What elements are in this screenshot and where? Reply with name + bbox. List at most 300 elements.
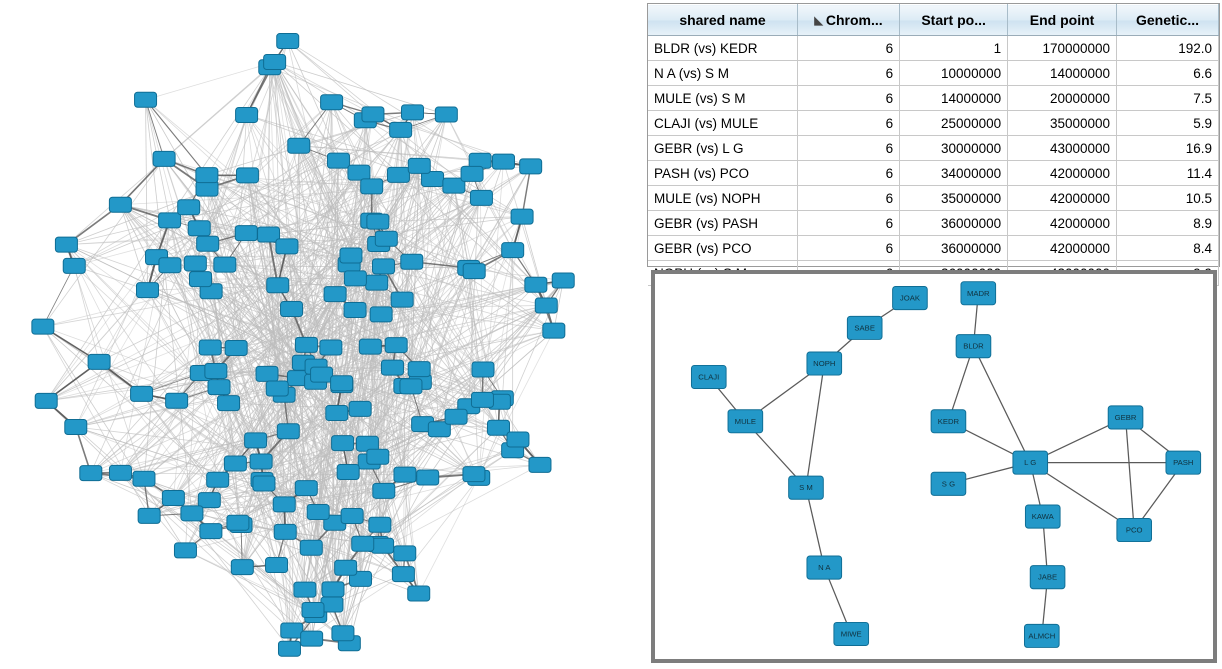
network-node-shape[interactable] (344, 302, 366, 317)
network-node-shape[interactable] (492, 154, 514, 169)
table-row[interactable] (648, 236, 1219, 261)
network-node-shape[interactable] (236, 107, 258, 122)
network-node-shape[interactable] (348, 165, 370, 180)
edge-table-panel[interactable] (647, 3, 1220, 267)
table-row[interactable] (648, 111, 1219, 136)
network-node[interactable] (367, 214, 389, 229)
network-node[interactable] (349, 401, 371, 416)
network-node-shape[interactable] (366, 275, 388, 290)
network-node-shape[interactable] (511, 209, 533, 224)
network-node-shape[interactable] (184, 256, 206, 271)
network-node[interactable] (205, 363, 227, 378)
network-node[interactable] (133, 471, 155, 486)
network-node-shape[interactable] (327, 153, 349, 168)
network-node-shape[interactable] (218, 396, 240, 411)
network-node[interactable] (369, 517, 391, 532)
filtered-network-node[interactable] (728, 410, 763, 433)
network-node[interactable] (372, 538, 394, 553)
network-node-shape[interactable] (331, 376, 353, 391)
network-node-shape[interactable] (394, 546, 416, 561)
network-node-shape[interactable] (362, 107, 384, 122)
network-node-shape[interactable] (375, 231, 397, 246)
network-node[interactable] (288, 138, 310, 153)
network-node[interactable] (159, 213, 181, 228)
network-node-shape[interactable] (535, 298, 557, 313)
network-node-shape[interactable] (65, 419, 87, 434)
network-node-shape[interactable] (445, 409, 467, 424)
network-node[interactable] (200, 524, 222, 539)
table-row[interactable] (648, 36, 1219, 61)
network-node-shape[interactable] (138, 508, 160, 523)
network-node[interactable] (392, 567, 414, 582)
network-node[interactable] (332, 626, 354, 641)
network-node-shape[interactable] (408, 586, 430, 601)
network-node[interactable] (166, 393, 188, 408)
network-node-shape[interactable] (461, 166, 483, 181)
network-node[interactable] (278, 641, 300, 656)
network-node[interactable] (463, 467, 485, 482)
network-node-shape[interactable] (266, 381, 288, 396)
network-node-shape[interactable] (367, 449, 389, 464)
filtered-network-canvas[interactable] (655, 274, 1213, 659)
network-node[interactable] (224, 456, 246, 471)
filtered-network-node[interactable] (956, 335, 991, 358)
network-node-shape[interactable] (214, 257, 236, 272)
network-node-shape[interactable] (281, 301, 303, 316)
network-node[interactable] (276, 239, 298, 254)
network-node-shape[interactable] (200, 524, 222, 539)
filtered-network-panel[interactable] (651, 270, 1217, 663)
network-node[interactable] (295, 337, 317, 352)
network-node[interactable] (253, 476, 275, 491)
network-node-shape[interactable] (401, 254, 423, 269)
table-row[interactable] (648, 86, 1219, 111)
column-header-chromosome[interactable] (798, 5, 900, 36)
network-node-shape[interactable] (344, 271, 366, 286)
network-node-shape[interactable] (207, 472, 229, 487)
network-node[interactable] (470, 190, 492, 205)
network-node[interactable] (295, 481, 317, 496)
network-node[interactable] (196, 181, 218, 196)
network-node-shape[interactable] (196, 181, 218, 196)
network-node[interactable] (159, 258, 181, 273)
network-node[interactable] (196, 168, 218, 183)
network-node-shape[interactable] (361, 179, 383, 194)
network-node-shape[interactable] (372, 538, 394, 553)
network-node[interactable] (138, 508, 160, 523)
filtered-network-nodes[interactable] (691, 282, 1200, 648)
network-node[interactable] (281, 301, 303, 316)
network-node-shape[interactable] (352, 536, 374, 551)
network-node[interactable] (225, 340, 247, 355)
filtered-network-node[interactable] (1108, 406, 1143, 429)
network-node[interactable] (264, 54, 286, 69)
network-node[interactable] (394, 467, 416, 482)
network-node-shape[interactable] (324, 287, 346, 302)
network-node-shape[interactable] (408, 158, 430, 173)
network-node-shape[interactable] (335, 560, 357, 575)
network-node-shape[interactable] (337, 464, 359, 479)
network-node[interactable] (188, 221, 210, 236)
network-node-shape[interactable] (109, 197, 131, 212)
network-node[interactable] (525, 277, 547, 292)
network-node-shape[interactable] (189, 272, 211, 287)
network-node-shape[interactable] (166, 393, 188, 408)
network-node[interactable] (245, 433, 267, 448)
network-node[interactable] (417, 470, 439, 485)
network-node[interactable] (337, 464, 359, 479)
network-node[interactable] (199, 340, 221, 355)
network-node[interactable] (511, 209, 533, 224)
network-node[interactable] (488, 420, 510, 435)
network-node-shape[interactable] (55, 237, 77, 252)
network-node-shape[interactable] (294, 582, 316, 597)
network-node[interactable] (236, 168, 258, 183)
network-node[interactable] (370, 307, 392, 322)
network-node[interactable] (311, 367, 333, 382)
network-node-shape[interactable] (394, 467, 416, 482)
network-node[interactable] (227, 515, 249, 530)
network-node-shape[interactable] (131, 386, 153, 401)
network-node[interactable] (435, 107, 457, 122)
network-node[interactable] (552, 273, 574, 288)
network-node[interactable] (208, 380, 230, 395)
network-node[interactable] (197, 236, 219, 251)
network-node[interactable] (320, 340, 342, 355)
network-node-shape[interactable] (507, 432, 529, 447)
network-node[interactable] (267, 278, 289, 293)
network-node[interactable] (492, 154, 514, 169)
network-node-shape[interactable] (236, 168, 258, 183)
network-node[interactable] (32, 319, 54, 334)
network-node[interactable] (471, 392, 493, 407)
network-node-shape[interactable] (372, 259, 394, 274)
network-node-shape[interactable] (63, 258, 85, 273)
network-node[interactable] (391, 292, 413, 307)
network-node[interactable] (322, 582, 344, 597)
network-node[interactable] (300, 540, 322, 555)
network-node[interactable] (400, 379, 422, 394)
network-node-shape[interactable] (543, 323, 565, 338)
network-node[interactable] (401, 254, 423, 269)
network-node[interactable] (207, 472, 229, 487)
network-node[interactable] (373, 483, 395, 498)
network-node[interactable] (367, 449, 389, 464)
network-node-shape[interactable] (391, 292, 413, 307)
network-node-shape[interactable] (326, 406, 348, 421)
network-node-shape[interactable] (133, 471, 155, 486)
network-node[interactable] (362, 107, 384, 122)
network-node[interactable] (335, 560, 357, 575)
network-node-shape[interactable] (197, 236, 219, 251)
network-node-shape[interactable] (277, 34, 299, 49)
network-node[interactable] (394, 546, 416, 561)
network-node-shape[interactable] (322, 582, 344, 597)
network-node[interactable] (408, 362, 430, 377)
network-node[interactable] (281, 623, 303, 638)
network-node[interactable] (321, 95, 343, 110)
network-node-shape[interactable] (208, 380, 230, 395)
network-node-shape[interactable] (520, 159, 542, 174)
filtered-network-node[interactable] (789, 476, 824, 499)
network-node-shape[interactable] (274, 524, 296, 539)
network-node-shape[interactable] (408, 362, 430, 377)
network-node-shape[interactable] (341, 509, 363, 524)
network-node[interactable] (131, 386, 153, 401)
filtered-network-node[interactable] (961, 282, 996, 305)
network-node-shape[interactable] (162, 491, 184, 506)
filtered-network-node[interactable] (1024, 624, 1059, 647)
network-node[interactable] (307, 504, 329, 519)
network-node-shape[interactable] (470, 190, 492, 205)
network-node-shape[interactable] (332, 626, 354, 641)
network-node-shape[interactable] (307, 504, 329, 519)
table-row[interactable] (648, 136, 1219, 161)
network-node-shape[interactable] (367, 214, 389, 229)
column-header-start-point[interactable]: Start po... (900, 5, 1008, 36)
network-node-shape[interactable] (370, 307, 392, 322)
network-node[interactable] (236, 107, 258, 122)
filtered-network-node[interactable] (893, 287, 928, 310)
network-node-shape[interactable] (278, 641, 300, 656)
network-node[interactable] (135, 92, 157, 107)
network-node[interactable] (277, 34, 299, 49)
table-row[interactable] (648, 211, 1219, 236)
network-node[interactable] (256, 366, 278, 381)
network-node[interactable] (472, 362, 494, 377)
network-node-shape[interactable] (373, 483, 395, 498)
network-node-shape[interactable] (390, 122, 412, 137)
network-node[interactable] (109, 465, 131, 480)
network-node-shape[interactable] (552, 273, 574, 288)
network-node-shape[interactable] (196, 168, 218, 183)
network-node-shape[interactable] (321, 95, 343, 110)
network-node-shape[interactable] (381, 360, 403, 375)
network-node-shape[interactable] (295, 337, 317, 352)
filter-icon[interactable]: ◣ (814, 15, 823, 27)
network-node-shape[interactable] (417, 470, 439, 485)
network-node-shape[interactable] (88, 354, 110, 369)
network-node[interactable] (136, 283, 158, 298)
table-body[interactable] (648, 36, 1219, 286)
network-node-shape[interactable] (387, 167, 409, 182)
network-node-shape[interactable] (349, 401, 371, 416)
network-node-shape[interactable] (320, 340, 342, 355)
network-node[interactable] (327, 153, 349, 168)
network-node-shape[interactable] (300, 540, 322, 555)
column-header-genetic[interactable]: Genetic... (1117, 5, 1219, 36)
network-node[interactable] (88, 354, 110, 369)
network-node-shape[interactable] (159, 213, 181, 228)
network-node[interactable] (80, 466, 102, 481)
network-node[interactable] (344, 271, 366, 286)
network-node-shape[interactable] (288, 138, 310, 153)
network-node-shape[interactable] (245, 433, 267, 448)
filtered-network-node[interactable] (1166, 451, 1201, 474)
network-node[interactable] (387, 167, 409, 182)
network-node[interactable] (375, 231, 397, 246)
network-node[interactable] (266, 558, 288, 573)
network-node[interactable] (301, 631, 323, 646)
column-header-end-point[interactable]: End point (1008, 5, 1117, 36)
filtered-network-node[interactable] (691, 365, 726, 388)
filtered-network-node[interactable] (1025, 505, 1060, 528)
network-node[interactable] (408, 158, 430, 173)
network-node-shape[interactable] (135, 92, 157, 107)
network-node[interactable] (402, 105, 424, 120)
network-node-shape[interactable] (80, 466, 102, 481)
network-node-shape[interactable] (385, 338, 407, 353)
network-node-shape[interactable] (109, 465, 131, 480)
network-node-shape[interactable] (181, 506, 203, 521)
network-node-shape[interactable] (281, 623, 303, 638)
network-node[interactable] (294, 582, 316, 597)
network-node-shape[interactable] (136, 283, 158, 298)
network-node[interactable] (218, 396, 240, 411)
network-node-shape[interactable] (188, 221, 210, 236)
network-node[interactable] (302, 602, 324, 617)
network-node-shape[interactable] (435, 107, 457, 122)
network-node[interactable] (326, 406, 348, 421)
network-node-shape[interactable] (224, 456, 246, 471)
network-node[interactable] (189, 272, 211, 287)
network-node[interactable] (408, 586, 430, 601)
network-node[interactable] (359, 339, 381, 354)
edge-table[interactable] (648, 4, 1219, 286)
network-node[interactable] (250, 454, 272, 469)
network-node-shape[interactable] (463, 467, 485, 482)
network-node-shape[interactable] (205, 363, 227, 378)
network-node[interactable] (352, 536, 374, 551)
network-node[interactable] (348, 165, 370, 180)
network-node[interactable] (535, 298, 557, 313)
network-node-shape[interactable] (525, 277, 547, 292)
network-node-shape[interactable] (235, 226, 257, 241)
network-node[interactable] (520, 159, 542, 174)
network-node[interactable] (390, 122, 412, 137)
network-node[interactable] (385, 338, 407, 353)
network-node[interactable] (277, 424, 299, 439)
network-node[interactable] (65, 419, 87, 434)
filtered-network-node[interactable] (807, 556, 842, 579)
network-node-shape[interactable] (340, 248, 362, 263)
network-node-shape[interactable] (359, 339, 381, 354)
network-node-shape[interactable] (463, 264, 485, 279)
column-header-shared-name[interactable]: shared name (648, 5, 798, 36)
network-node[interactable] (445, 409, 467, 424)
filtered-network-node[interactable] (1117, 518, 1152, 541)
network-node[interactable] (507, 432, 529, 447)
network-node-shape[interactable] (529, 457, 551, 472)
network-node[interactable] (529, 457, 551, 472)
network-node-shape[interactable] (400, 379, 422, 394)
filtered-network-node[interactable] (807, 352, 842, 375)
network-node-shape[interactable] (198, 493, 220, 508)
network-node-shape[interactable] (174, 543, 196, 558)
network-node[interactable] (181, 506, 203, 521)
network-node-shape[interactable] (502, 243, 524, 258)
network-node-shape[interactable] (250, 454, 272, 469)
network-node[interactable] (198, 493, 220, 508)
network-node[interactable] (324, 287, 346, 302)
network-node[interactable] (361, 179, 383, 194)
network-node-shape[interactable] (392, 567, 414, 582)
network-node[interactable] (35, 393, 57, 408)
network-node[interactable] (273, 497, 295, 512)
network-node-shape[interactable] (199, 340, 221, 355)
network-node-shape[interactable] (332, 436, 354, 451)
network-node[interactable] (463, 264, 485, 279)
network-node[interactable] (344, 302, 366, 317)
network-node-shape[interactable] (225, 340, 247, 355)
network-node[interactable] (184, 256, 206, 271)
network-node[interactable] (214, 257, 236, 272)
network-node[interactable] (174, 543, 196, 558)
filtered-network-node[interactable] (847, 316, 882, 339)
network-node-shape[interactable] (35, 393, 57, 408)
filtered-network-node[interactable] (1030, 566, 1065, 589)
network-node-shape[interactable] (178, 200, 200, 215)
network-node[interactable] (543, 323, 565, 338)
network-node[interactable] (274, 524, 296, 539)
network-node-shape[interactable] (277, 424, 299, 439)
network-node[interactable] (109, 197, 131, 212)
network-node-shape[interactable] (402, 105, 424, 120)
network-node[interactable] (153, 151, 175, 166)
network-node-shape[interactable] (227, 515, 249, 530)
network-node[interactable] (55, 237, 77, 252)
filtered-network-node[interactable] (931, 410, 966, 433)
network-node[interactable] (178, 200, 200, 215)
network-node-shape[interactable] (369, 517, 391, 532)
network-node-shape[interactable] (231, 560, 253, 575)
network-node-shape[interactable] (153, 151, 175, 166)
network-node[interactable] (340, 248, 362, 263)
filtered-network-node[interactable] (834, 622, 869, 645)
network-node-shape[interactable] (472, 362, 494, 377)
network-node-shape[interactable] (264, 54, 286, 69)
table-row[interactable] (648, 161, 1219, 186)
network-node-shape[interactable] (471, 392, 493, 407)
network-node[interactable] (366, 275, 388, 290)
network-node-shape[interactable] (295, 481, 317, 496)
filtered-network-node[interactable] (1013, 451, 1048, 474)
network-node[interactable] (461, 166, 483, 181)
filtered-network-node[interactable] (931, 472, 966, 495)
network-node[interactable] (331, 376, 353, 391)
network-node[interactable] (332, 436, 354, 451)
network-node-shape[interactable] (276, 239, 298, 254)
network-node-shape[interactable] (311, 367, 333, 382)
network-node-shape[interactable] (301, 631, 323, 646)
network-node[interactable] (231, 560, 253, 575)
network-node[interactable] (341, 509, 363, 524)
network-node-shape[interactable] (253, 476, 275, 491)
network-node-shape[interactable] (267, 278, 289, 293)
network-node-shape[interactable] (32, 319, 54, 334)
table-row[interactable] (648, 61, 1219, 86)
network-node[interactable] (162, 491, 184, 506)
network-node[interactable] (372, 259, 394, 274)
network-node[interactable] (235, 226, 257, 241)
network-node-shape[interactable] (488, 420, 510, 435)
network-node[interactable] (63, 258, 85, 273)
network-node[interactable] (381, 360, 403, 375)
network-node[interactable] (502, 243, 524, 258)
network-node-shape[interactable] (256, 366, 278, 381)
network-node[interactable] (266, 381, 288, 396)
network-node-shape[interactable] (302, 602, 324, 617)
